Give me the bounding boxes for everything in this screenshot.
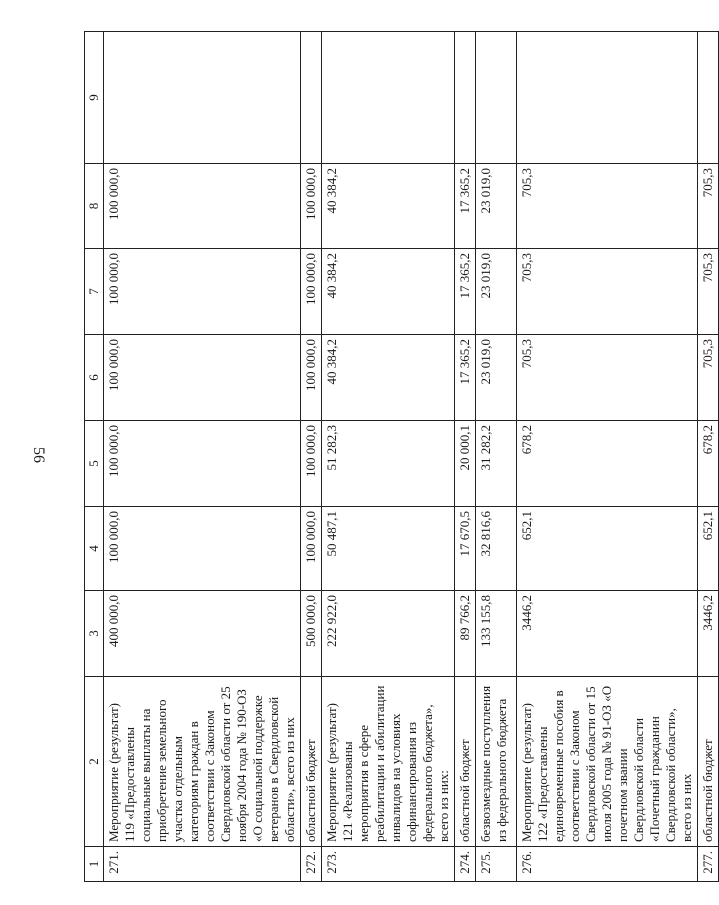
value-cell: 100 000,0 — [301, 335, 322, 421]
value-cell: 133 155,8 — [476, 591, 517, 677]
row-name: Мероприятие (результат) 119 «Предоставлены социальные выплаты на приобретение земельного участка отдельным категориям граждан в соответствии с Законом Свердловской области от 25 ноября 2004 года № 190-ОЗ «О социальной поддержке ветеранов в Свердловской области», всего из них — [104, 677, 301, 847]
rotated-table-wrapper — [84, 32, 715, 882]
value-cell: 100 000,0 — [104, 507, 301, 591]
row-number: 271. — [104, 847, 301, 882]
value-cell: 100 000,0 — [301, 507, 322, 591]
value-cell: 23 019,0 — [476, 164, 517, 249]
row-number: 272. — [301, 847, 322, 882]
value-cell: 17 670,5 — [455, 507, 476, 591]
header-cell: 5 — [85, 421, 104, 507]
value-cell: 100 000,0 — [104, 164, 301, 249]
value-cell: 20 000,1 — [455, 421, 476, 507]
value-cell: 705,3 — [517, 249, 698, 335]
value-cell: 50 487,1 — [322, 507, 455, 591]
table-row — [301, 32, 322, 882]
value-cell: 705,3 — [698, 335, 719, 421]
value-cell — [517, 32, 698, 164]
header-row — [85, 32, 104, 882]
value-cell — [455, 32, 476, 164]
table-row — [322, 32, 455, 882]
value-cell: 51 282,3 — [322, 421, 455, 507]
value-cell: 3446,2 — [698, 591, 719, 677]
row-number: 277. — [698, 847, 719, 882]
value-cell: 89 766,2 — [455, 591, 476, 677]
value-cell: 652,1 — [517, 507, 698, 591]
value-cell — [322, 32, 455, 164]
row-name: областной бюджет — [698, 677, 719, 847]
header-cell: 1 — [85, 847, 104, 882]
value-cell: 23 019,0 — [476, 335, 517, 421]
value-cell: 100 000,0 — [104, 335, 301, 421]
header-cell: 7 — [85, 249, 104, 335]
value-cell: 17 365,2 — [455, 249, 476, 335]
value-cell: 100 000,0 — [301, 249, 322, 335]
value-cell — [301, 32, 322, 164]
value-cell: 3446,2 — [517, 591, 698, 677]
value-cell: 705,3 — [698, 164, 719, 249]
value-cell: 32 816,6 — [476, 507, 517, 591]
header-cell: 9 — [85, 32, 104, 164]
value-cell: 40 384,2 — [322, 335, 455, 421]
table-row — [104, 32, 301, 882]
page-number: 56 — [30, 447, 47, 463]
row-number: 275. — [476, 847, 517, 882]
table-row — [698, 32, 719, 882]
value-cell: 17 365,2 — [455, 164, 476, 249]
value-cell: 705,3 — [517, 164, 698, 249]
table-row — [455, 32, 476, 882]
budget-table — [84, 31, 719, 882]
row-number: 274. — [455, 847, 476, 882]
row-number: 273. — [322, 847, 455, 882]
header-cell: 2 — [85, 677, 104, 847]
row-name: областной бюджет — [301, 677, 322, 847]
value-cell: 40 384,2 — [322, 164, 455, 249]
value-cell: 705,3 — [698, 249, 719, 335]
row-name: безвозмездные поступления из федерального бюджета — [476, 677, 517, 847]
value-cell: 17 365,2 — [455, 335, 476, 421]
value-cell: 100 000,0 — [104, 421, 301, 507]
value-cell: 40 384,2 — [322, 249, 455, 335]
value-cell: 100 000,0 — [104, 249, 301, 335]
table-row — [476, 32, 517, 882]
value-cell — [698, 32, 719, 164]
row-number: 276. — [517, 847, 698, 882]
value-cell — [476, 32, 517, 164]
value-cell: 100 000,0 — [301, 164, 322, 249]
header-cell: 4 — [85, 507, 104, 591]
value-cell: 678,2 — [517, 421, 698, 507]
value-cell: 31 282,2 — [476, 421, 517, 507]
value-cell: 23 019,0 — [476, 249, 517, 335]
value-cell — [104, 32, 301, 164]
row-name: областной бюджет — [455, 677, 476, 847]
value-cell: 652,1 — [698, 507, 719, 591]
value-cell: 678,2 — [698, 421, 719, 507]
value-cell: 500 000,0 — [301, 591, 322, 677]
row-name: Мероприятие (результат) 122 «Предоставлены единовременные пособия в соответствии с Законом Свердловской области от 15 июля 2005 года № 91-ОЗ «О почетном звании Свердловской области «Почетный гражданин Свердловской области», всего из них — [517, 677, 698, 847]
header-cell: 8 — [85, 164, 104, 249]
header-cell: 6 — [85, 335, 104, 421]
row-name: Мероприятие (результат) 121 «Реализованы мероприятия в сфере реабилитации и абилитации инвалидов на условиях софинансирования из федерального бюджета», всего из них: — [322, 677, 455, 847]
value-cell: 400 000,0 — [104, 591, 301, 677]
table-row — [517, 32, 698, 882]
value-cell: 222 922,0 — [322, 591, 455, 677]
header-cell: 3 — [85, 591, 104, 677]
value-cell: 705,3 — [517, 335, 698, 421]
value-cell: 100 000,0 — [301, 421, 322, 507]
